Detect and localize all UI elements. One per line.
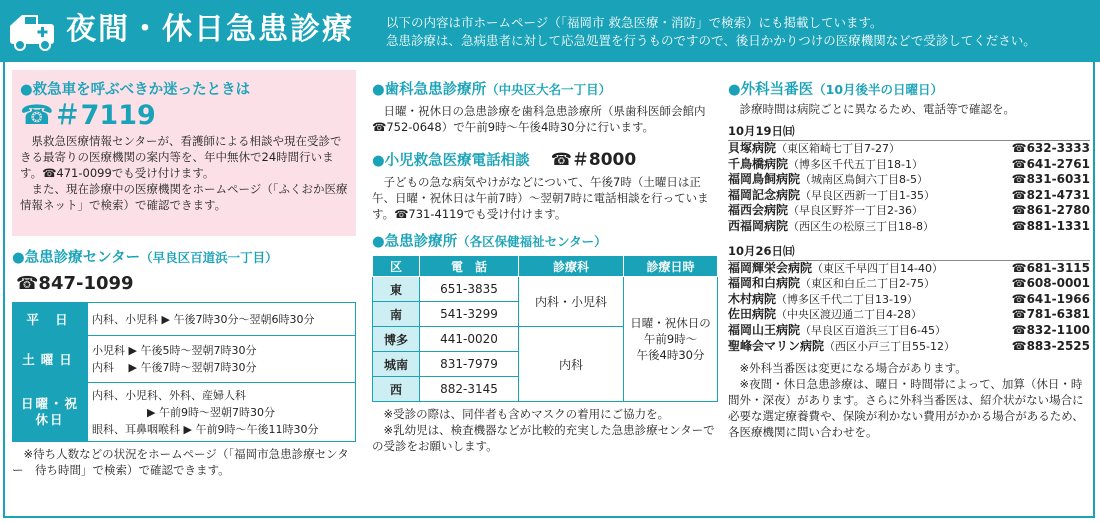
pediatric-heading — [372, 145, 718, 170]
hospital-row — [728, 188, 1090, 204]
hospital-name: 千鳥橋病院 — [728, 156, 789, 171]
hospital-name-block — [728, 188, 935, 204]
hospital-name: 福岡山王病院 — [728, 322, 801, 337]
hospital-row — [728, 307, 1090, 323]
hospital-row — [728, 141, 1090, 157]
hospital-phone: ☎632-3333 — [1011, 141, 1090, 155]
schedule-line: ▶ 午前9時～翌朝7時30分 — [92, 405, 275, 419]
hospital-name: 佐田病院 — [728, 307, 777, 322]
emergency-hotline-number: ☎＃7119 — [20, 100, 156, 131]
ward-hours-line: 日曜・祝休日の — [630, 316, 711, 330]
ward-table-header — [373, 256, 718, 277]
ward-notes — [372, 406, 718, 454]
ward-clinic-heading-main: ●急患診療所 — [372, 234, 458, 250]
hospital-row — [728, 339, 1090, 355]
surgery-heading-sub: （10月後半の日曜日） — [813, 82, 944, 97]
column-right — [728, 70, 1090, 440]
hospital-name-block — [728, 172, 928, 188]
surgery-date: 10月26日㈰ — [728, 243, 1090, 261]
hospital-name-block — [728, 141, 900, 157]
hospital-address: （城南区鳥飼六丁目8-5） — [800, 173, 928, 187]
hospital-phone: ☎821-4731 — [1011, 187, 1090, 202]
ward-hours-line: 午前9時～ — [643, 332, 698, 346]
hospital-name: 福岡鳥飼病院 — [728, 172, 801, 187]
surgery-date: 10月19日㈰ — [728, 123, 1090, 141]
hospital-address: （博多区千代五丁目18-1） — [788, 157, 923, 171]
ward-row — [373, 277, 718, 302]
ward-header-ward: 区 — [373, 256, 420, 277]
ward-clinic-heading — [372, 230, 718, 251]
hospital-phone: ☎861-2780 — [1011, 203, 1090, 218]
hospital-row — [728, 261, 1090, 277]
ambulance-advice-para-1: 県救急医療情報センターが、看護師による相談や現在受診できる最寄りの医療機関の案内等を、年中無休で24時間行います。☎471-0099でも受け付けます。 — [20, 134, 342, 180]
ward-clinic-heading-sub: （各区保健福祉センター） — [457, 234, 607, 249]
hospital-name-block — [728, 157, 923, 173]
ward-phone: 831-7979 — [420, 352, 519, 377]
surgery-heading — [728, 78, 1090, 99]
hospital-row — [728, 157, 1090, 173]
hospital-address: （早良区野芥一丁目2-36） — [788, 204, 923, 218]
ward-dept-1: 内科・小児科 — [519, 277, 624, 327]
pediatric-heading-main: ●小児救急医療電話相談 — [372, 153, 530, 169]
hospital-phone: ☎883-2525 — [1011, 338, 1090, 353]
hospital-name-block — [728, 203, 923, 219]
ward-hours — [624, 277, 718, 402]
hospital-phone: ☎831-6031 — [1011, 172, 1090, 187]
hospital-name: 福岡輝栄会病院 — [728, 260, 813, 275]
dental-text — [372, 103, 718, 135]
ward-name: 東 — [373, 277, 420, 302]
hospital-phone: ☎608-0001 — [1011, 276, 1090, 291]
ward-header-dept: 診療科 — [519, 256, 624, 277]
surgery-intro-text: 診療時間は病院ごとに異なるため、電話等で確認を。 — [739, 102, 1016, 116]
pediatric-text-para: 子どもの急な病気やけがなどについて、午後7時（土曜日は正午、日曜・祝休日は午前7時）～翌朝7時に電話相談を行っています。☎731-4119でも受け付けます。 — [372, 175, 709, 221]
header-notes — [386, 14, 1036, 50]
surgery-notes — [728, 360, 1090, 440]
schedule-line: 内科 ▶ 午後7時～翌朝7時30分 — [92, 361, 257, 374]
hospital-name: 福岡和白病院 — [728, 276, 801, 291]
dental-heading-sub: （中央区大名一丁目） — [486, 82, 612, 97]
hospital-address: （東区和白丘二丁目2-75） — [800, 277, 935, 291]
hospital-name-block — [728, 339, 955, 355]
schedule-label-saturday: 土曜日 — [13, 336, 88, 383]
ambulance-advice-para-2: また、現在診療中の医療機関をホームページ（「ふくおか医療情報ネット」で検索）で確認できます。 — [20, 182, 348, 212]
hospital-phone: ☎781-6381 — [1011, 307, 1090, 322]
ambulance-icon — [8, 12, 58, 52]
schedule-value-weekday — [88, 303, 356, 336]
header-band — [0, 0, 1100, 62]
hospital-phone: ☎681-3115 — [1011, 260, 1090, 275]
hospital-name-block — [728, 276, 935, 292]
schedule-line: 眼科、耳鼻咽喉科 ▶ 午前9時～午後11時30分 — [92, 422, 319, 436]
header-note-2: 急患診療は、急病患者に対して応急処置を行うものですので、後日かかりつけの医療機関などで受診してください。 — [386, 33, 1036, 48]
schedule-line: 内科、小児科 ▶ 午後7時30分～翌朝6時30分 — [92, 312, 315, 326]
hospital-name: 福岡記念病院 — [728, 187, 801, 202]
hospital-name-block — [728, 261, 943, 277]
surgery-groups — [728, 123, 1090, 354]
ward-phone: 882-3145 — [420, 377, 519, 402]
hospital-name: 西福岡病院 — [728, 218, 789, 233]
hospital-address: （東区箱崎七丁目7-27） — [776, 142, 900, 155]
hospital-address: （博多区千代二丁目13-19） — [776, 292, 918, 306]
schedule-value-holiday — [88, 383, 356, 442]
center-note-text: ※待ち人数などの状況をホームページ（「福岡市急患診療センター 待ち時間」で検索）で確認できます。 — [12, 447, 349, 477]
surgery-note-2: ※夜間・休日急患診療は、曜日・時間帯によって、加算（休日・時間外・深夜）があります。さらに外科当番医は、紹介状がない場合に必要な選定療養費や、保険が利かない費用がかかる場合があるため、各医療機関に問い合わせを。 — [728, 377, 1084, 440]
hospital-address: （早良区西新一丁目1-35） — [800, 188, 935, 202]
ward-header-phone: 電 話 — [420, 256, 519, 277]
dental-heading — [372, 78, 718, 99]
hospital-address: （西区生の松原三丁目18-8） — [788, 219, 934, 233]
ward-name: 城南 — [373, 352, 420, 377]
ambulance-advice-text — [20, 133, 348, 213]
schedule-row-holiday — [13, 383, 356, 442]
hospital-name-block — [728, 307, 922, 323]
schedule-label-weekday: 平 日 — [13, 303, 88, 336]
surgery-heading-main: ●外科当番医 — [728, 82, 814, 98]
ward-header-hours: 診療日時 — [624, 256, 718, 277]
hospital-name: 聖峰会マリン病院 — [728, 338, 825, 353]
schedule-value-saturday — [88, 336, 356, 383]
schedule-line: 内科、小児科、外科、産婦人科 — [92, 388, 246, 402]
hospital-row — [728, 203, 1090, 219]
pediatric-text — [372, 174, 718, 222]
ward-clinic-table — [372, 255, 718, 402]
hospital-address: （早良区百道浜三丁目6-45） — [800, 323, 946, 337]
hospital-row — [728, 219, 1090, 235]
center-heading — [12, 246, 356, 267]
column-middle — [372, 70, 718, 454]
ward-name: 西 — [373, 377, 420, 402]
ward-phone: 651-3835 — [420, 277, 519, 302]
hospital-row — [728, 323, 1090, 339]
hospital-phone: ☎832-1100 — [1011, 322, 1090, 337]
hospital-name-block — [728, 292, 918, 308]
page-title: 夜間・休日急患診療 — [66, 12, 354, 47]
ward-phone: 441-0020 — [420, 327, 519, 352]
hospital-name: 木村病院 — [728, 291, 777, 306]
schedule-line: 小児科 ▶ 午後5時～翌朝7時30分 — [92, 344, 257, 357]
header-note-1: 以下の内容は市ホームページ（「福岡市 救急医療・消防」で検索）にも掲載しています。 — [386, 15, 883, 30]
hospital-name: 貝塚病院 — [728, 141, 777, 155]
center-heading-sub: （早良区百道浜一丁目） — [140, 250, 278, 265]
ward-note-2: ※乳幼児は、検査機器などが比較的充実した急患診療センターでの受診をお願いします。 — [372, 423, 715, 453]
column-left — [12, 70, 356, 478]
surgery-note-1: ※外科当番医は変更になる場合があります。 — [739, 361, 967, 376]
hospital-row — [728, 292, 1090, 308]
hospital-name-block — [728, 219, 934, 235]
hospital-phone: ☎641-1966 — [1011, 291, 1090, 306]
ambulance-advice-box — [12, 70, 356, 236]
hospital-phone: ☎881-1331 — [1011, 218, 1090, 233]
ward-phone: 541-3299 — [420, 302, 519, 327]
dental-heading-main: ●歯科急患診療所 — [372, 82, 487, 98]
surgery-intro — [728, 101, 1090, 117]
hospital-address: （東区千早四丁目14-40） — [812, 261, 943, 275]
ward-name: 南 — [373, 302, 420, 327]
ward-hours-line: 午後4時30分 — [636, 348, 705, 362]
center-phone: ☎847-1099 — [16, 273, 134, 294]
ward-note-1: ※受診の際は、同伴者も含めマスクの着用にご協力を。 — [383, 407, 670, 421]
center-heading-main: ●急患診療センター — [12, 250, 141, 266]
hospital-address: （西区小戸三丁目55-12） — [824, 339, 955, 353]
schedule-row-saturday — [13, 336, 356, 383]
hospital-name-block — [728, 323, 946, 339]
schedule-row-weekday — [13, 303, 356, 336]
hospital-row — [728, 276, 1090, 292]
ward-dept-2: 内科 — [519, 327, 624, 402]
ambulance-advice-heading: ●救急車を呼ぶべきか迷ったときは — [20, 82, 251, 98]
center-note — [12, 446, 356, 478]
dental-text-para: 日曜・祝休日の急患診療を歯科急患診療所（県歯科医師会館内☎752-0648）で午前9時～午後4時30分に行います。 — [372, 104, 706, 134]
schedule-label-holiday: 日曜・祝休日 — [13, 383, 88, 442]
hospital-address: （中央区渡辺通二丁目4-28） — [776, 308, 922, 322]
ward-name: 博多 — [373, 327, 420, 352]
pediatric-number: ☎＃8000 — [550, 150, 637, 170]
hospital-phone: ☎641-2761 — [1011, 156, 1090, 171]
hospital-row — [728, 172, 1090, 188]
hospital-name: 福西会病院 — [728, 203, 789, 218]
center-schedule-table — [12, 302, 356, 442]
